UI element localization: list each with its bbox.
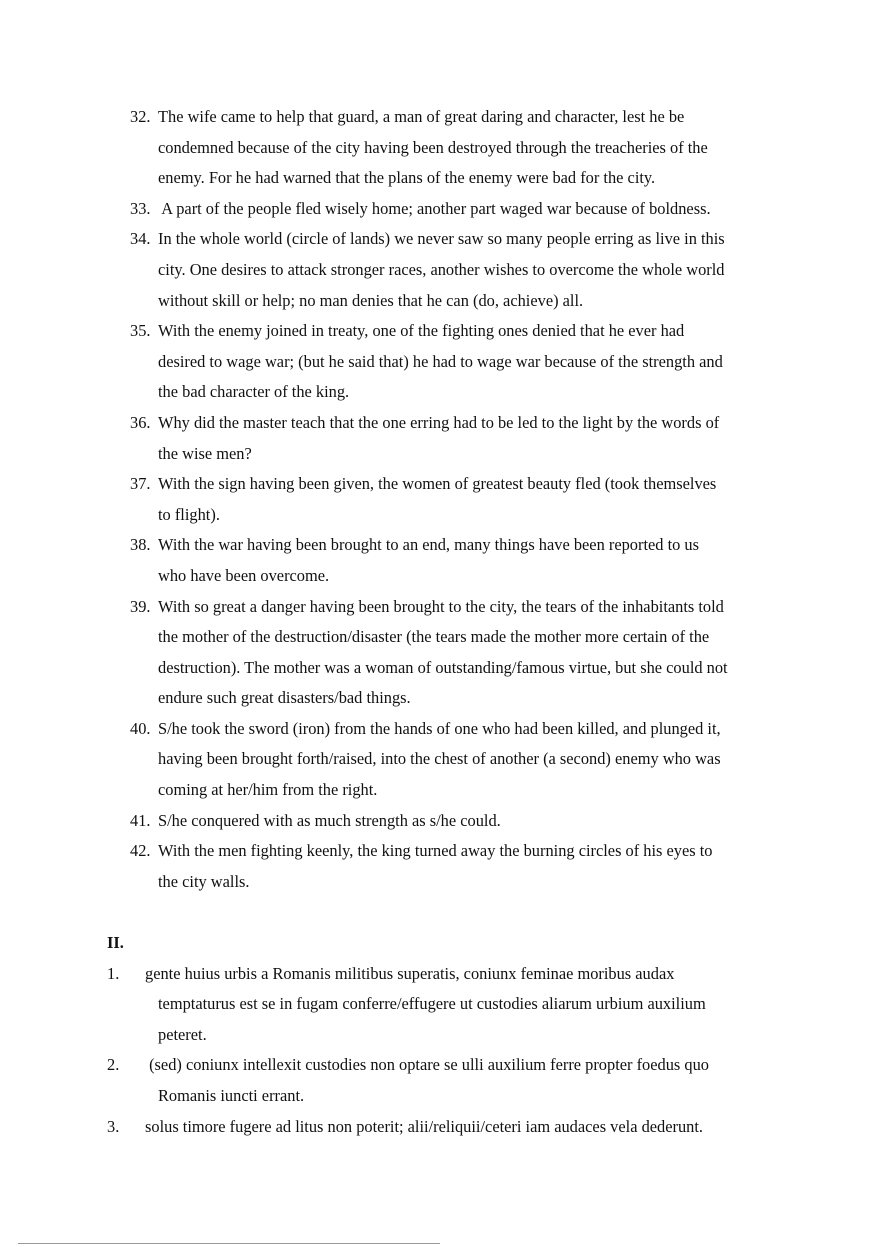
item-number: 32. (130, 107, 151, 126)
list-item (0, 101, 880, 193)
line-row (0, 1019, 880, 1050)
line-row (0, 1111, 880, 1142)
footnote-separator (18, 1243, 440, 1244)
blank-line (0, 896, 880, 927)
line-row (0, 713, 880, 744)
line-row (0, 438, 880, 469)
item-number: 42. (130, 841, 151, 861)
item-text-line: condemned because of the city having been destroyed through the treacheries of the (158, 137, 708, 157)
line-row (0, 1049, 880, 1080)
item-text-line: the mother of the destruction/disaster (the tears made the mother more certain of the (158, 627, 710, 647)
item-number: 37. (130, 474, 151, 494)
list-item (0, 805, 880, 836)
item-text-line: the bad character of the king. (158, 382, 350, 402)
line-row (0, 958, 880, 989)
list-item (0, 835, 880, 896)
item-text-line: Romanis iuncti errant. (158, 1086, 305, 1105)
line-row (0, 132, 880, 163)
line-row (0, 743, 880, 774)
list-item (0, 315, 880, 407)
list-item (0, 407, 880, 468)
item-text-line: desired to wage war; (but he said that) he had to wage war because of the strength and (158, 351, 723, 371)
item-text-line: to flight). (158, 504, 220, 524)
item-text-line: gente huius urbis a Romanis militibus superatis, coniunx feminae moribus audax (145, 963, 675, 983)
item-text-line: The wife came to help that guard, a man of great daring and character, lest he be (158, 107, 685, 126)
item-text-line: With the war having been brought to an end, many things have been reported to us (158, 535, 699, 555)
item-text-line: With the enemy joined in treaty, one of the fighting ones denied that he ever had (158, 321, 685, 341)
line-row (0, 376, 880, 407)
line-row (0, 162, 880, 193)
line-row (0, 407, 880, 438)
list-item (0, 1111, 880, 1142)
translation-list-part-1 (0, 101, 880, 896)
item-text-line: (sed) coniunx intellexit custodies non optare se ulli auxilium ferre propter foedus quo (145, 1055, 709, 1075)
line-row (0, 529, 880, 560)
line-row (0, 652, 880, 683)
list-item (0, 529, 880, 590)
item-text-line: peteret. (158, 1024, 207, 1044)
line-row (0, 866, 880, 897)
item-text-line: the wise men? (158, 443, 252, 463)
item-text-line: destruction). The mother was a woman of outstanding/famous virtue, but she could not (158, 657, 728, 677)
line-row (0, 315, 880, 346)
item-text-line: With the sign having been given, the women of greatest beauty fled (took themselves (158, 474, 717, 494)
item-number: 40. (130, 718, 151, 738)
line-row (0, 591, 880, 622)
line-row (0, 193, 880, 224)
line-row (0, 468, 880, 499)
item-number: 1. (107, 963, 120, 983)
line-row (0, 101, 880, 132)
list-item (0, 591, 880, 713)
item-text-line: Why did the master teach that the one erring had to be led to the light by the words of (158, 412, 720, 432)
section-heading-row (0, 927, 880, 958)
item-number: 2. (107, 1055, 120, 1075)
line-row (0, 621, 880, 652)
line-row (0, 835, 880, 866)
item-text-line: having been brought forth/raised, into the chest of another (a second) enemy who was (158, 749, 721, 769)
item-text-line: who have been overcome. (158, 565, 330, 585)
list-item (0, 958, 880, 1050)
list-item (0, 193, 880, 224)
item-number: 35. (130, 321, 151, 341)
line-row (0, 223, 880, 254)
item-number: 39. (130, 596, 151, 616)
document-page (0, 101, 880, 1141)
item-text-line: solus timore fugere ad litus non poterit; alii/reliquii/ceteri iam audaces vela dederunt. (145, 1116, 704, 1136)
item-number: 36. (130, 412, 151, 432)
item-number: 34. (130, 229, 151, 249)
line-row (0, 346, 880, 377)
line-row (0, 499, 880, 530)
item-text-line: the city walls. (158, 871, 250, 891)
item-text-line: without skill or help; no man denies that he can (do, achieve) all. (158, 290, 584, 310)
section-heading: II. (107, 933, 124, 953)
item-text-line: With so great a danger having been brought to the city, the tears of the inhabitants told (158, 596, 724, 616)
line-row (0, 805, 880, 836)
list-item (0, 713, 880, 805)
item-text-line: endure such great disasters/bad things. (158, 688, 411, 708)
line-row (0, 560, 880, 591)
item-text-line: In the whole world (circle of lands) we never saw so many people erring as live in this (158, 229, 725, 249)
item-text-line: coming at her/him from the right. (158, 780, 378, 800)
list-item (0, 1049, 880, 1110)
item-number: 41. (130, 810, 151, 830)
list-item (0, 468, 880, 529)
line-row (0, 1080, 880, 1111)
item-text-line: S/he took the sword (iron) from the hands of one who had been killed, and plunged it, (158, 718, 721, 738)
line-row (0, 988, 880, 1019)
line-row (0, 285, 880, 316)
item-text-line: S/he conquered with as much strength as s/he could. (158, 810, 501, 830)
list-item (0, 223, 880, 315)
line-row (0, 774, 880, 805)
item-number: 38. (130, 535, 151, 555)
line-row (0, 254, 880, 285)
translation-list-part-2 (0, 958, 880, 1142)
line-row (0, 682, 880, 713)
item-number: 3. (107, 1116, 120, 1136)
item-text-line: temptaturus est se in fugam conferre/effugere ut custodies aliarum urbium auxilium (158, 994, 706, 1014)
item-number: 33. (130, 198, 151, 218)
item-text-line: With the men fighting keenly, the king turned away the burning circles of his eyes to (158, 841, 713, 861)
item-text-line: city. One desires to attack stronger races, another wishes to overcome the whole world (158, 259, 725, 279)
item-text-line: enemy. For he had warned that the plans of the enemy were bad for the city. (158, 168, 656, 188)
item-text-line: A part of the people fled wisely home; another part waged war because of boldness. (158, 198, 711, 218)
